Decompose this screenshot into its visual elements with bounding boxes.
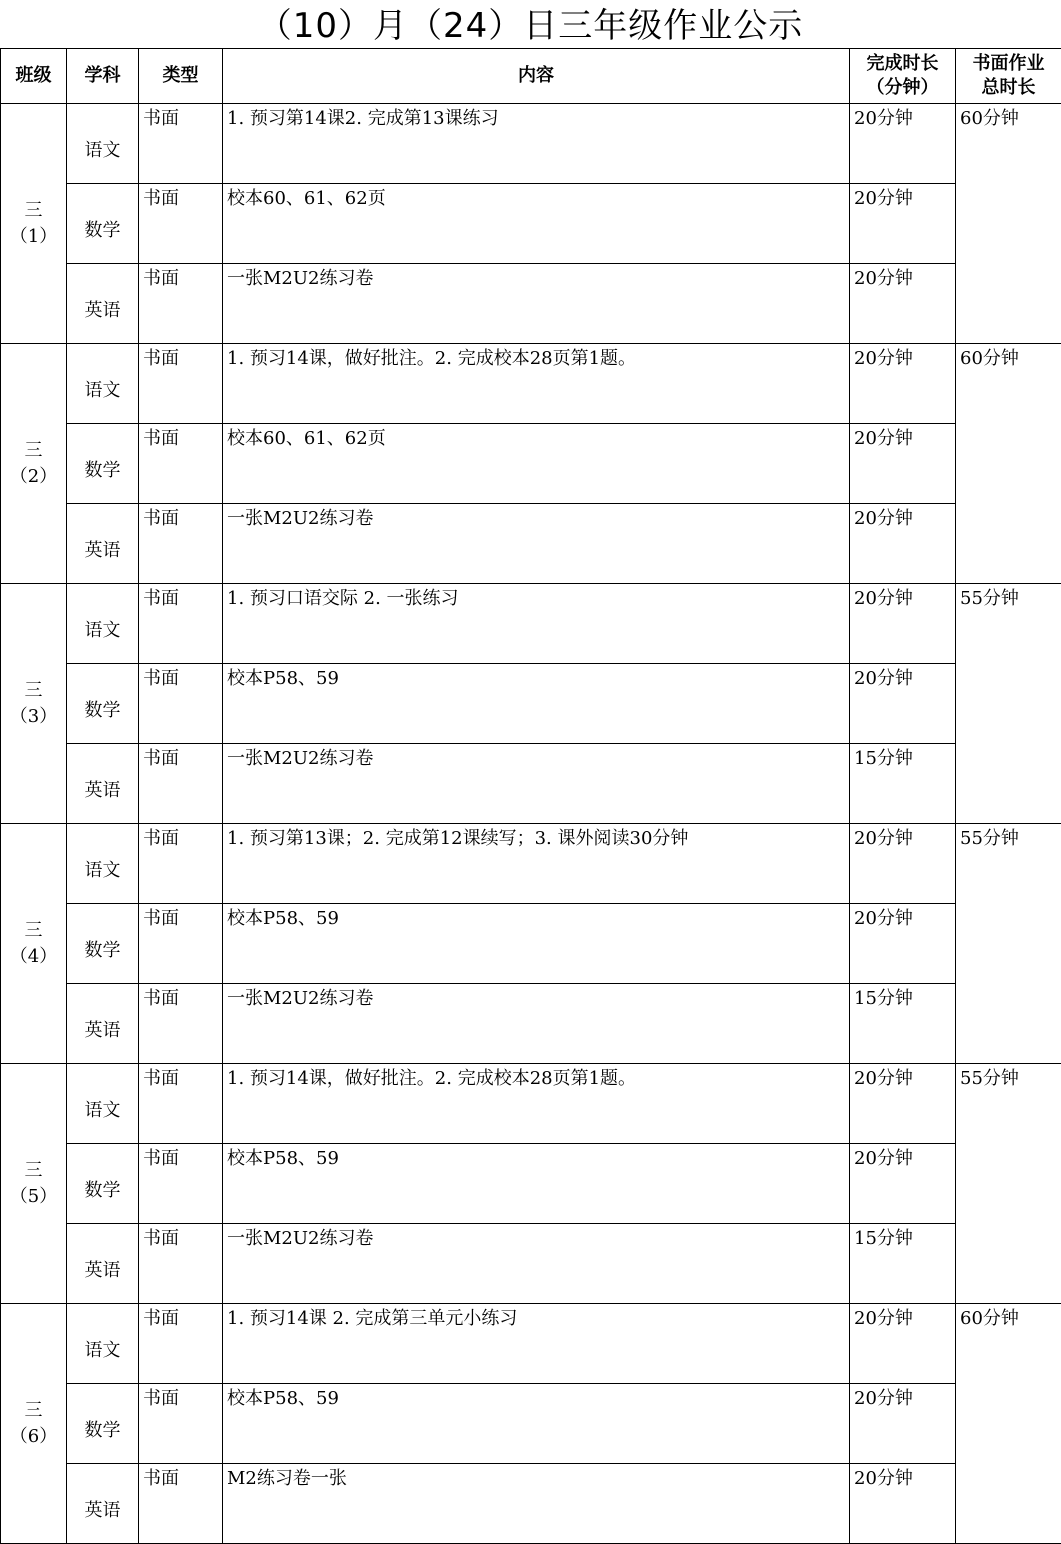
table-row — [1, 424, 1061, 504]
class-number: （2） — [1, 464, 66, 490]
time-cell: 20分钟 — [850, 1064, 956, 1144]
content-cell: 一张M2U2练习卷 — [223, 504, 850, 584]
table-row — [1, 744, 1061, 824]
subject-cell: 数学 — [67, 424, 139, 504]
content-cell: 校本P58、59 — [223, 1144, 850, 1224]
subject-cell: 英语 — [67, 744, 139, 824]
table-row — [1, 504, 1061, 584]
table-row — [1, 104, 1061, 184]
class-number: （6） — [1, 1424, 66, 1450]
class-cell — [1, 824, 67, 1064]
table-row — [1, 1144, 1061, 1224]
table-row — [1, 1304, 1061, 1384]
time-cell: 20分钟 — [850, 424, 956, 504]
total-time-cell: 55分钟 — [956, 584, 1061, 824]
table-row — [1, 984, 1061, 1064]
type-cell: 书面 — [139, 1064, 223, 1144]
time-cell: 20分钟 — [850, 664, 956, 744]
type-cell: 书面 — [139, 1304, 223, 1384]
content-cell: 一张M2U2练习卷 — [223, 744, 850, 824]
type-cell: 书面 — [139, 104, 223, 184]
subject-cell: 语文 — [67, 1064, 139, 1144]
class-number: （1） — [1, 224, 66, 250]
class-cell — [1, 1064, 67, 1304]
subject-cell: 英语 — [67, 1224, 139, 1304]
table-row — [1, 264, 1061, 344]
content-cell: 1. 预习第13课；2. 完成第12课续写；3. 课外阅读30分钟 — [223, 824, 850, 904]
type-cell: 书面 — [139, 264, 223, 344]
total-time-cell: 60分钟 — [956, 344, 1061, 584]
table-row — [1, 344, 1061, 424]
type-cell: 书面 — [139, 584, 223, 664]
time-cell: 20分钟 — [850, 264, 956, 344]
type-cell: 书面 — [139, 184, 223, 264]
content-cell: 校本P58、59 — [223, 904, 850, 984]
homework-table — [0, 48, 1061, 1544]
header-class: 班级 — [1, 49, 67, 104]
subject-cell: 英语 — [67, 264, 139, 344]
class-grade: 三 — [1, 918, 66, 944]
class-cell — [1, 584, 67, 824]
table-row — [1, 1464, 1061, 1544]
time-cell: 20分钟 — [850, 824, 956, 904]
class-grade: 三 — [1, 438, 66, 464]
content-cell: 校本P58、59 — [223, 1384, 850, 1464]
table-row — [1, 1064, 1061, 1144]
header-content: 内容 — [223, 49, 850, 104]
table-row — [1, 664, 1061, 744]
subject-cell: 数学 — [67, 1384, 139, 1464]
total-time-cell: 60分钟 — [956, 1304, 1061, 1544]
time-cell: 15分钟 — [850, 1224, 956, 1304]
time-cell: 15分钟 — [850, 744, 956, 824]
type-cell: 书面 — [139, 1224, 223, 1304]
subject-cell: 语文 — [67, 104, 139, 184]
class-number: （5） — [1, 1184, 66, 1210]
total-time-cell: 55分钟 — [956, 1064, 1061, 1304]
page-title: （10）月（24）日三年级作业公示 — [0, 0, 1061, 48]
type-cell: 书面 — [139, 1464, 223, 1544]
table-row — [1, 904, 1061, 984]
time-cell: 20分钟 — [850, 904, 956, 984]
subject-cell: 数学 — [67, 904, 139, 984]
content-cell: M2练习卷一张 — [223, 1464, 850, 1544]
class-number: （3） — [1, 704, 66, 730]
table-row — [1, 824, 1061, 904]
total-time-cell: 55分钟 — [956, 824, 1061, 1064]
time-cell: 20分钟 — [850, 1304, 956, 1384]
header-time — [850, 49, 956, 104]
header-total-line1: 书面作业 — [956, 52, 1061, 76]
table-row — [1, 1224, 1061, 1304]
class-cell — [1, 104, 67, 344]
content-cell: 一张M2U2练习卷 — [223, 1224, 850, 1304]
type-cell: 书面 — [139, 424, 223, 504]
type-cell: 书面 — [139, 904, 223, 984]
type-cell: 书面 — [139, 1144, 223, 1224]
header-subject: 学科 — [67, 49, 139, 104]
header-total — [956, 49, 1061, 104]
content-cell: 1. 预习第14课2. 完成第13课练习 — [223, 104, 850, 184]
table-row — [1, 184, 1061, 264]
time-cell: 20分钟 — [850, 504, 956, 584]
time-cell: 20分钟 — [850, 184, 956, 264]
table-body — [1, 104, 1061, 1544]
subject-cell: 数学 — [67, 1144, 139, 1224]
subject-cell: 语文 — [67, 344, 139, 424]
subject-cell: 英语 — [67, 504, 139, 584]
type-cell: 书面 — [139, 744, 223, 824]
class-cell — [1, 1304, 67, 1544]
class-grade: 三 — [1, 1158, 66, 1184]
time-cell: 20分钟 — [850, 1464, 956, 1544]
type-cell: 书面 — [139, 504, 223, 584]
subject-cell: 语文 — [67, 1304, 139, 1384]
header-type: 类型 — [139, 49, 223, 104]
subject-cell: 语文 — [67, 584, 139, 664]
class-cell — [1, 344, 67, 584]
content-cell: 一张M2U2练习卷 — [223, 264, 850, 344]
content-cell: 校本P58、59 — [223, 664, 850, 744]
header-time-line1: 完成时长 — [850, 52, 955, 76]
type-cell: 书面 — [139, 344, 223, 424]
total-time-cell: 60分钟 — [956, 104, 1061, 344]
class-number: （4） — [1, 944, 66, 970]
content-cell: 校本60、61、62页 — [223, 424, 850, 504]
time-cell: 20分钟 — [850, 1384, 956, 1464]
type-cell: 书面 — [139, 664, 223, 744]
content-cell: 1. 预习14课，做好批注。2. 完成校本28页第1题。 — [223, 344, 850, 424]
content-cell: 校本60、61、62页 — [223, 184, 850, 264]
time-cell: 20分钟 — [850, 104, 956, 184]
class-grade: 三 — [1, 678, 66, 704]
header-time-line2: （分钟） — [850, 76, 955, 100]
content-cell: 1. 预习14课，做好批注。2. 完成校本28页第1题。 — [223, 1064, 850, 1144]
time-cell: 20分钟 — [850, 344, 956, 424]
type-cell: 书面 — [139, 984, 223, 1064]
subject-cell: 数学 — [67, 664, 139, 744]
table-row — [1, 1384, 1061, 1464]
class-grade: 三 — [1, 198, 66, 224]
class-grade: 三 — [1, 1398, 66, 1424]
subject-cell: 语文 — [67, 824, 139, 904]
subject-cell: 英语 — [67, 984, 139, 1064]
type-cell: 书面 — [139, 1384, 223, 1464]
time-cell: 15分钟 — [850, 984, 956, 1064]
subject-cell: 英语 — [67, 1464, 139, 1544]
time-cell: 20分钟 — [850, 1144, 956, 1224]
type-cell: 书面 — [139, 824, 223, 904]
content-cell: 1. 预习口语交际 2. 一张练习 — [223, 584, 850, 664]
subject-cell: 数学 — [67, 184, 139, 264]
header-total-line2: 总时长 — [956, 76, 1061, 100]
content-cell: 一张M2U2练习卷 — [223, 984, 850, 1064]
header-row — [1, 49, 1061, 104]
time-cell: 20分钟 — [850, 584, 956, 664]
table-row — [1, 584, 1061, 664]
content-cell: 1. 预习14课 2. 完成第三单元小练习 — [223, 1304, 850, 1384]
